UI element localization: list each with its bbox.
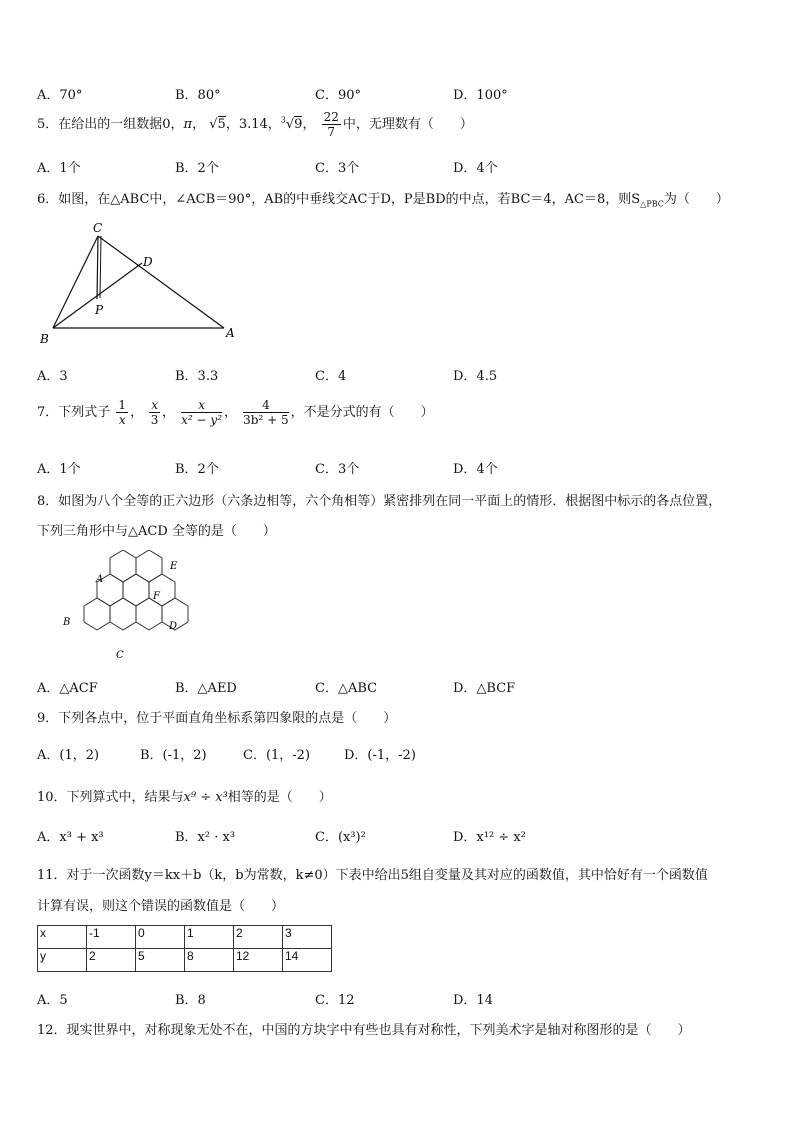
table-cell: 3	[283, 926, 332, 949]
q9-option-d[interactable]: D．(-1，-2)	[344, 748, 416, 763]
hexagon	[123, 574, 149, 606]
q6-triangle-figure	[38, 222, 248, 347]
q7-option-c[interactable]: C．3个	[315, 462, 360, 477]
q7-sep: ，	[162, 405, 176, 420]
q9-option-c[interactable]: C．(1，-2)	[243, 748, 311, 763]
q8-hexagon-figure	[60, 550, 200, 665]
q5-option-c[interactable]: C．3个	[315, 161, 360, 176]
q7-fraction-2	[149, 398, 160, 427]
q7-f3-num: x	[181, 398, 222, 413]
q5-sep: ，	[302, 117, 316, 132]
q11-option-c[interactable]: C．12	[315, 993, 355, 1008]
q11-line-1: 11．对于一次函数y＝kx＋b（k，b为常数，k≠0）下表中给出5组自变量及其对应的函数值，其中恰好有一个函数值	[37, 868, 708, 883]
edge-cp-inner	[100, 236, 101, 298]
q6-stem	[37, 188, 729, 209]
q12-stem: 12．现实世界中，对称现象无处不在，中国的方块字中有些也具有对称性，下列美术字是轴对称图形的是（ ）	[37, 1023, 691, 1038]
q10-suffix: 相等的是（ ）	[227, 790, 332, 805]
edge-cp	[97, 236, 98, 299]
q7-fraction-1	[116, 398, 128, 427]
q8-option-b[interactable]: B．△AED	[175, 681, 237, 696]
q6-text: 6．如图，在△ABC中，∠ACB＝90°，AB的中垂线交AC于D，P是BD的中点，若BC＝4，AC＝8，则S	[37, 192, 641, 207]
q10-expression: x⁹ ÷ x³	[183, 790, 228, 805]
label-f: F	[153, 591, 160, 602]
table-cell: 2	[87, 949, 136, 972]
label-a: A	[226, 326, 235, 340]
label-a: A	[96, 574, 104, 585]
q9-option-a[interactable]: A．(1，2)	[37, 748, 100, 763]
hexagon	[136, 598, 162, 630]
table-row	[38, 926, 332, 949]
q9-option-b[interactable]: B．(-1，2)	[140, 748, 207, 763]
table-cell: x	[38, 926, 87, 949]
q11-line-2: 计算有误，则这个错误的函数值是（ ）	[37, 899, 285, 914]
q7-option-a[interactable]: A．1个	[37, 462, 81, 477]
q7-fraction-4	[243, 398, 288, 427]
q7-sep: ，	[130, 405, 144, 420]
q4-option-d[interactable]: D．100°	[453, 88, 508, 103]
q7-suffix: ，不是分式的有（ ）	[290, 405, 434, 420]
table-cell: 12	[234, 949, 283, 972]
q7-fraction-3	[181, 398, 222, 427]
q7-option-b[interactable]: B．2个	[175, 462, 219, 477]
table-cell: 5	[136, 949, 185, 972]
q5-frac-den: 7	[327, 125, 336, 139]
q7-sep: ，	[224, 405, 238, 420]
label-b: B	[63, 617, 71, 628]
q10-option-a[interactable]: A．x³ + x³	[37, 830, 104, 845]
q11-option-b[interactable]: B．8	[175, 993, 206, 1008]
table-cell: 1	[185, 926, 234, 949]
label-d: D	[169, 621, 178, 632]
q5-cbrt-index: 3	[280, 115, 286, 125]
q11-value-table	[37, 925, 332, 972]
q7-f3-den: x² − y²	[181, 413, 223, 427]
q7-f1-den: x	[118, 413, 126, 427]
q5-option-d[interactable]: D．4个	[453, 161, 498, 176]
label-p: P	[95, 303, 104, 317]
q6-option-a[interactable]: A．3	[37, 369, 68, 384]
label-e: E	[170, 561, 178, 572]
q10-prefix: 10．下列算式中，结果与	[37, 790, 184, 805]
q6-tail: 为（ ）	[663, 192, 729, 207]
q10-option-b[interactable]: B．x² · x³	[175, 830, 236, 845]
q7-f4-num: 4	[243, 398, 288, 413]
q8-line-1: 8．如图为八个全等的正六边形（六条边相等，六个角相等）紧密排列在同一平面上的情形．根据图中标示的各点位置，	[37, 494, 722, 509]
q8-option-d[interactable]: D．△BCF	[453, 681, 516, 696]
table-cell: y	[38, 949, 87, 972]
q8-line-2: 下列三角形中与△ACD 全等的是（ ）	[37, 524, 276, 539]
q10-stem	[37, 786, 332, 805]
q9-stem: 9．下列各点中，位于平面直角坐标系第四象限的点是（ ）	[37, 711, 397, 726]
label-d: D	[143, 255, 153, 269]
q6-subscript: △PBC	[640, 199, 664, 209]
q5-cbrt9: $^3$√9	[280, 115, 303, 132]
q5-option-b[interactable]: B．2个	[175, 161, 219, 176]
label-c: C	[116, 650, 124, 661]
q7-option-d[interactable]: D．4个	[453, 462, 498, 477]
q5-prefix: 5．在给出的一组数据0，	[37, 117, 184, 132]
q7-f2-den: 3	[150, 413, 159, 427]
q4-option-a[interactable]: A．70°	[37, 88, 83, 103]
q4-option-c[interactable]: C．90°	[315, 88, 361, 103]
q5-sqrt5: √5	[209, 117, 226, 132]
table-cell: -1	[87, 926, 136, 949]
table-row	[38, 949, 332, 972]
q5-pi: π	[183, 117, 193, 132]
table-cell: 8	[185, 949, 234, 972]
q10-option-d[interactable]: D．x¹² ÷ x²	[453, 830, 526, 845]
q5-fraction	[322, 110, 341, 139]
table-cell: 2	[234, 926, 283, 949]
q10-option-c[interactable]: C．(x³)²	[315, 830, 366, 845]
q5-stem	[37, 110, 473, 139]
q5-suffix: 中，无理数有（ ）	[342, 117, 473, 132]
hexagon	[110, 598, 136, 630]
label-c: C	[93, 222, 103, 235]
q7-f1-num: 1	[118, 398, 127, 412]
edge-bc	[53, 236, 98, 328]
q5-option-a[interactable]: A．1个	[37, 161, 81, 176]
q8-option-a[interactable]: A．△ACF	[37, 681, 98, 696]
table-cell: 0	[136, 926, 185, 949]
q5-sqrt5-radicand: 5	[217, 117, 226, 132]
q6-option-d[interactable]: D．4.5	[453, 369, 498, 384]
q11-option-a[interactable]: A．5	[37, 993, 68, 1008]
q5-frac-num: 22	[323, 110, 339, 124]
label-b: B	[40, 332, 49, 346]
hexagon	[110, 550, 136, 582]
q5-sep: ，	[192, 117, 206, 132]
q5-cbrt-radicand: 9	[294, 117, 303, 132]
q7-f2-num: x	[151, 398, 158, 412]
q7-stem	[37, 398, 434, 427]
q7-prefix: 7．下列式子	[37, 405, 111, 420]
hexagon	[84, 598, 110, 630]
q11-option-d[interactable]: D．14	[453, 993, 493, 1008]
q8-option-c[interactable]: C．△ABC	[315, 681, 378, 696]
q5-sep: ，3.14，	[225, 117, 281, 132]
q4-option-b[interactable]: B．80°	[175, 88, 221, 103]
q6-option-c[interactable]: C．4	[315, 369, 347, 384]
q7-f4-den: 3b² + 5	[243, 413, 289, 427]
q6-option-b[interactable]: B．3.3	[175, 369, 219, 384]
table-cell: 14	[283, 949, 332, 972]
hexagon	[136, 550, 162, 582]
